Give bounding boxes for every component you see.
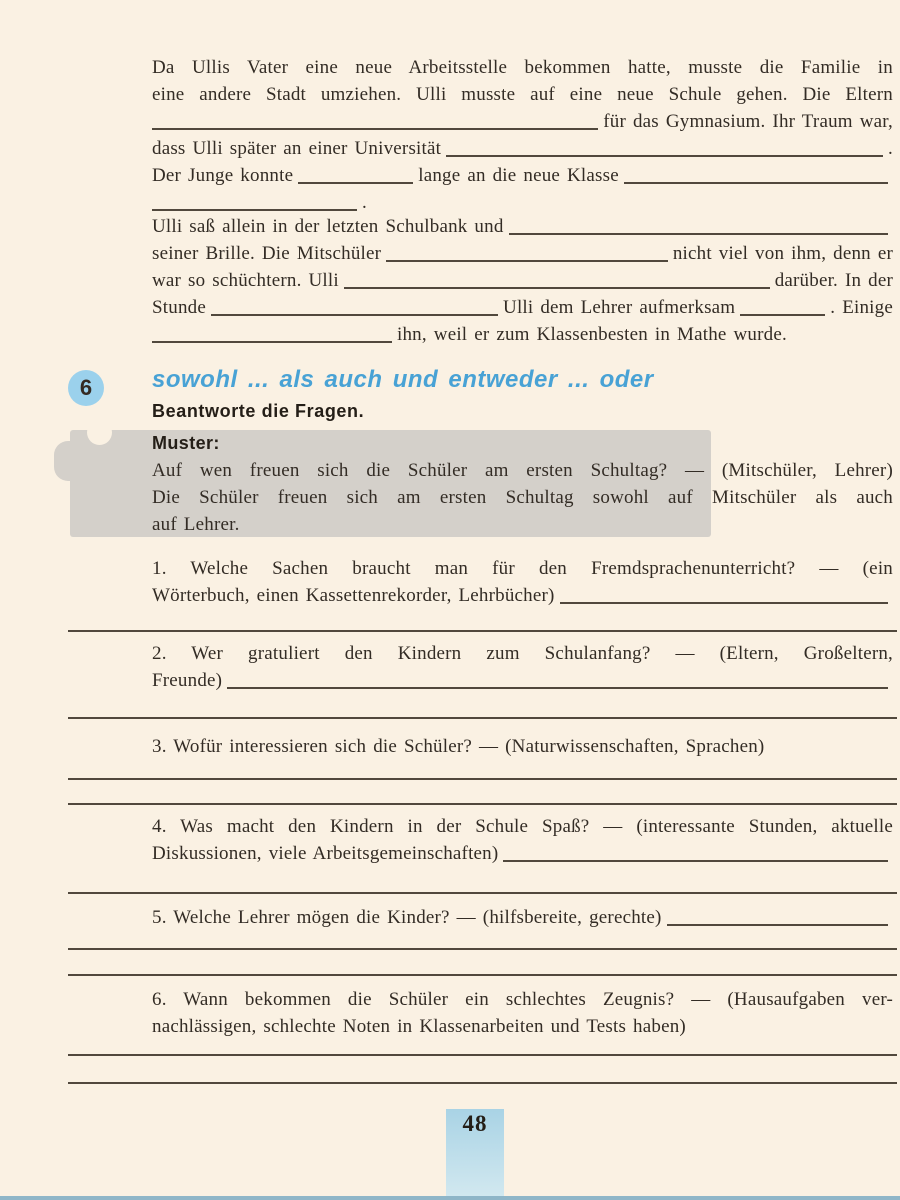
question-1 (152, 555, 893, 609)
answer-line (68, 1054, 897, 1056)
muster-line: Die Schüler freuen sich am ersten Schultag sowohl auf Mitschüler als auch (152, 487, 893, 508)
cloze-text: darüber. In der (774, 270, 893, 291)
fill-in-blank (386, 246, 668, 262)
muster-label: Muster: (152, 433, 220, 453)
cloze-text: Stunde (152, 297, 206, 318)
answer-line (68, 778, 897, 780)
fill-in-blank (509, 219, 888, 235)
cloze-text: dass Ulli später an einer Universität (152, 138, 442, 159)
answer-line (68, 1082, 897, 1084)
muster-tab (54, 441, 84, 481)
cloze-text: lange an die neue Klasse (418, 165, 619, 186)
question-line: 4. Was macht den Kindern in der Schule Spaß? — (interessante Stunden, aktuelle (152, 816, 893, 837)
fill-in-blank (227, 673, 888, 689)
cloze-text: seiner Brille. Die Mitschüler (152, 243, 382, 264)
exercise-number: 6 (79, 375, 93, 400)
question-text: Diskussionen, viele Arbeitsgemeinschaften) (152, 843, 499, 864)
question-line (152, 904, 893, 931)
cloze-line: eine andere Stadt umziehen. Ulli musste auf eine neue Schule gehen. Die Eltern (152, 84, 893, 105)
cloze-line (152, 240, 893, 267)
cloze-line: Da Ullis Vater eine neue Arbeitsstelle bekommen hatte, musste die Familie in (152, 57, 893, 78)
question-2 (152, 640, 893, 694)
cloze-text: Der Junge konnte (152, 165, 294, 186)
question-line (152, 582, 893, 609)
fill-in-blank (740, 300, 825, 316)
cloze-line (152, 267, 893, 294)
question-text: Freunde) (152, 670, 223, 691)
fill-in-blank (560, 588, 888, 604)
cloze-paragraph-2 (152, 213, 893, 348)
cloze-line (152, 108, 893, 135)
question-line (152, 667, 893, 694)
cloze-text: war so schüchtern. Ulli (152, 270, 339, 291)
question-line (152, 840, 893, 867)
muster-line: auf Lehrer. (152, 514, 240, 535)
answer-line (68, 892, 897, 894)
exercise-instruction: Beantworte die Fragen. (152, 401, 365, 421)
muster-example (152, 457, 893, 538)
cloze-text: für das Gymnasium. Ihr Traum war, (603, 111, 893, 132)
page-number-band (446, 1109, 504, 1200)
cloze-text: . (888, 138, 893, 159)
question-line: nachlässigen, schlechte Noten in Klassenarbeiten und Tests haben) (152, 1016, 686, 1037)
question-text: 5. Welche Lehrer mögen die Kinder? — (hilfsbereite, gerechte) (152, 907, 662, 928)
fill-in-blank (446, 141, 883, 157)
question-6 (152, 986, 893, 1040)
answer-line (68, 974, 897, 976)
question-line: 2. Wer gratuliert den Kindern zum Schulanfang? — (Eltern, Großeltern, (152, 643, 893, 664)
question-line: 6. Wann bekommen die Schüler ein schlechtes Zeugnis? — (Hausaufgaben ver- (152, 989, 893, 1010)
answer-line (68, 630, 897, 632)
question-line: 3. Wofür interessieren sich die Schüler? — (Naturwissenschaften, Sprachen) (152, 736, 765, 757)
fill-in-blank (344, 273, 770, 289)
fill-in-blank (152, 195, 357, 211)
question-4 (152, 813, 893, 867)
question-line: 1. Welche Sachen braucht man für den Fremdsprachenunterricht? — (ein (152, 558, 893, 579)
fill-in-blank (152, 327, 392, 343)
fill-in-blank (667, 910, 888, 926)
cloze-text: ihn, weil er zum Klassenbesten in Mathe wurde. (397, 324, 787, 345)
answer-line (68, 717, 897, 719)
cloze-paragraph-1 (152, 54, 893, 216)
cloze-line (152, 294, 893, 321)
question-3 (152, 733, 893, 760)
cloze-text: . Einige (830, 297, 893, 318)
page-bottom-edge (0, 1196, 900, 1200)
cloze-line (152, 135, 893, 162)
answer-line (68, 948, 897, 950)
question-5 (152, 904, 893, 931)
cloze-line (152, 189, 893, 216)
cloze-text: Ulli dem Lehrer aufmerksam (503, 297, 736, 318)
fill-in-blank (624, 168, 888, 184)
fill-in-blank (503, 846, 888, 862)
answer-line (68, 803, 897, 805)
cloze-text: . (362, 192, 367, 213)
cloze-text: nicht viel von ihm, denn er (672, 243, 893, 264)
cloze-line (152, 162, 893, 189)
question-text: Wörterbuch, einen Kassettenrekorder, Lehrbücher) (152, 585, 555, 606)
muster-notch (87, 420, 112, 445)
fill-in-blank (211, 300, 498, 316)
page-number: 48 (462, 1111, 488, 1136)
fill-in-blank (298, 168, 413, 184)
cloze-text: Ulli saß allein in der letzten Schulbank und (152, 216, 504, 237)
exercise-title: sowohl ... als auch und entweder ... oder (152, 366, 654, 393)
exercise-badge (68, 370, 104, 406)
cloze-line (152, 321, 893, 348)
muster-line: Auf wen freuen sich die Schüler am ersten Schultag? — (Mitschüler, Lehrer) (152, 460, 893, 481)
fill-in-blank (152, 114, 598, 130)
cloze-line (152, 213, 893, 240)
